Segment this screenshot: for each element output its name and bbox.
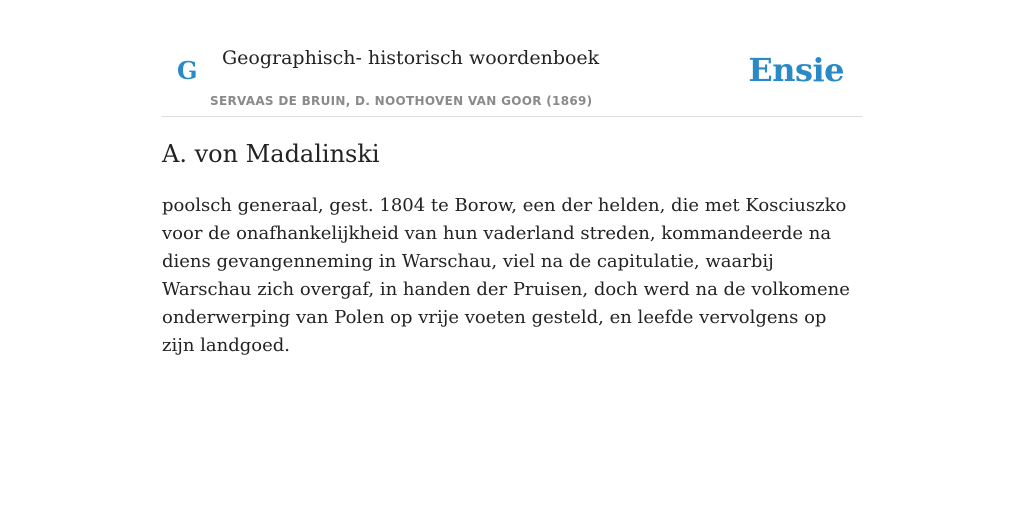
- ensie-logo-link[interactable]: Ensie: [748, 51, 844, 89]
- book-logo[interactable]: G: [177, 56, 198, 85]
- book-authors: SERVAAS DE BRUIN, D. NOOTHOVEN VAN GOOR (1869): [210, 94, 593, 108]
- entry-title: A. von Madalinski: [162, 140, 380, 168]
- book-header: [162, 0, 862, 117]
- entry-body: poolsch generaal, gest. 1804 te Borow, een der helden, die met Kosciuszko voor de onafhankelijkheid van hun vaderland streden, kommandeerde na diens gevangenneming in Warschau, viel na de capitulatie, waarbij Warschau zich overgaf, in handen der Pruisen, doch werd na de volkomene onderwerping van Polen op vrije voeten gesteld, en leefde vervolgens op zijn landgoed.: [162, 195, 850, 356]
- book-title-link[interactable]: Geographisch- historisch woordenboek: [222, 47, 600, 69]
